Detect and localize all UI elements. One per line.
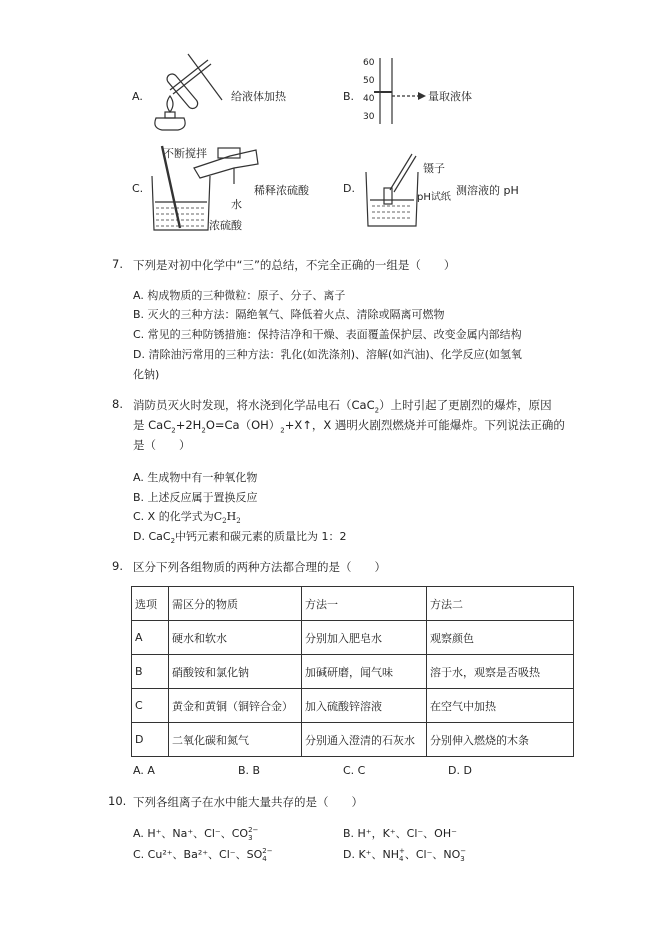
table-cell: D xyxy=(132,723,169,757)
q7-option-b[interactable]: B. 灭火的三种方法：隔绝氧气、降低着火点、清除或隔离可燃物 xyxy=(133,308,445,321)
table-cell: 分别加入肥皂水 xyxy=(302,621,427,655)
q6-option-b-text: 量取液体 xyxy=(428,90,472,103)
q10-option-c[interactable]: C. Cu²⁺、Ba²⁺、Cl⁻、SO 2− 4 xyxy=(133,847,273,863)
q9-answer-b[interactable]: B. B xyxy=(238,764,261,777)
q6-option-a-label: A. xyxy=(132,90,143,103)
q6-option-a-text: 给液体加热 xyxy=(231,90,286,103)
q7-option-a[interactable]: A. 构成物质的三种微粒：原子、分子、离子 xyxy=(133,289,346,302)
q6-option-d-text: 测溶液的 pH xyxy=(456,184,519,197)
q8-option-c[interactable]: C. X 的化学式为$C_2H_2$ xyxy=(133,510,241,526)
q7-option-c[interactable]: C. 常见的三种防锈措施：保持洁净和干燥、表面覆盖保护层、改变金属内部结构 xyxy=(133,328,522,341)
eye-pointer-icon xyxy=(418,92,426,100)
q9-answer-d[interactable]: D. D xyxy=(448,764,472,777)
table-cell: 分别通入澄清的石灰水 xyxy=(302,723,427,757)
table-header-cell: 方法二 xyxy=(427,587,574,621)
table-header-row xyxy=(132,587,574,621)
table-header-cell: 方法一 xyxy=(302,587,427,621)
dilution-figure xyxy=(150,146,260,236)
q6-d-tweezers-label: 镊子 xyxy=(423,162,445,175)
q7-option-d[interactable]: D. 清除油污常用的三种方法：乳化(如洗涤剂)、溶解(如汽油)、化学反应(如氢氧 xyxy=(133,348,522,361)
q9-number: 9. xyxy=(112,559,123,573)
table-cell: C xyxy=(132,689,169,723)
table-cell: 加入硫酸锌溶液 xyxy=(302,689,427,723)
table-cell: A xyxy=(132,621,169,655)
q7-stem: 下列是对初中化学中“三”的总结，不完全正确的一组是（ ） xyxy=(133,258,456,272)
q9-table xyxy=(131,586,574,757)
q9-answer-c[interactable]: C. C xyxy=(343,764,366,777)
table-row xyxy=(132,723,574,757)
q6-option-b-label: B. xyxy=(343,90,355,103)
q10-option-b[interactable]: B. H⁺，K⁺、Cl⁻、OH⁻ xyxy=(343,827,457,840)
q6-option-c-label: C. xyxy=(132,182,144,195)
q10-option-d[interactable]: D. K⁺、NH + 4 、Cl⁻、NO − 3 xyxy=(343,847,467,863)
q8-line-3: 是（ ） xyxy=(133,438,191,452)
q6-c-stir-label: 不断搅拌 xyxy=(163,147,207,160)
table-row xyxy=(132,689,574,723)
table-cell: B xyxy=(132,655,169,689)
q10-stem: 下列各组离子在水中能大量共存的是（ ） xyxy=(133,795,363,809)
table-cell: 观察颜色 xyxy=(427,621,574,655)
table-cell: 溶于水，观察是否吸热 xyxy=(427,655,574,689)
table-cell: 在空气中加热 xyxy=(427,689,574,723)
cylinder-tick-60: 60 xyxy=(363,58,375,68)
heating-liquid-figure xyxy=(148,52,228,132)
cylinder-tick-30: 30 xyxy=(363,112,375,122)
table-row xyxy=(132,621,574,655)
q8-option-a[interactable]: A. 生成物中有一种氧化物 xyxy=(133,471,258,484)
q8-option-d[interactable]: D. CaC$_2$中钙元素和碳元素的质量比为 1：2 xyxy=(133,530,347,546)
q8-line-1: 消防员灭火时发现，将水浇到化学品电石（CaC$_2$）上时引起了更剧烈的爆炸，原因 xyxy=(133,398,552,415)
q8-number: 8. xyxy=(112,397,123,411)
q6-c-acid-label: 浓硫酸 xyxy=(209,219,242,232)
q10-number: 10. xyxy=(108,794,127,808)
q6-c-water-label: 水 xyxy=(231,198,242,211)
table-cell: 硝酸铵和氯化钠 xyxy=(169,655,302,689)
table-header-cell: 需区分的物质 xyxy=(169,587,302,621)
table-cell: 二氧化碳和氮气 xyxy=(169,723,302,757)
q6-option-c-text: 稀释浓硫酸 xyxy=(254,184,309,197)
cylinder-tick-50: 50 xyxy=(363,76,375,86)
q7-option-d-continued: 化钠) xyxy=(133,368,160,381)
table-cell: 分别伸入燃烧的木条 xyxy=(427,723,574,757)
table-row xyxy=(132,655,574,689)
table-cell: 黄金和黄铜（铜锌合金） xyxy=(169,689,302,723)
table-cell: 加碱研磨，闻气味 xyxy=(302,655,427,689)
q6-option-d-label: D. xyxy=(343,182,355,195)
q6-d-paper-label: pH试纸 xyxy=(417,192,451,203)
q9-answer-a[interactable]: A. A xyxy=(133,764,155,777)
q8-option-b[interactable]: B. 上述反应属于置换反应 xyxy=(133,491,258,504)
table-header-cell: 选项 xyxy=(132,587,169,621)
q10-option-a[interactable]: A. H⁺、Na⁺、Cl⁻、CO 2− 3 xyxy=(133,826,259,842)
q7-number: 7. xyxy=(112,257,123,271)
cylinder-tick-40: 40 xyxy=(363,94,375,104)
q9-stem: 区分下列各组物质的两种方法都合理的是（ ） xyxy=(133,560,386,574)
q8-line-2: 是 $CaC_2+2H_2O=Ca(OH)_2+X↑$，X 遇明火剧烈燃烧并可能爆炸。下列说法正确的 xyxy=(133,418,565,435)
table-cell: 硬水和软水 xyxy=(169,621,302,655)
